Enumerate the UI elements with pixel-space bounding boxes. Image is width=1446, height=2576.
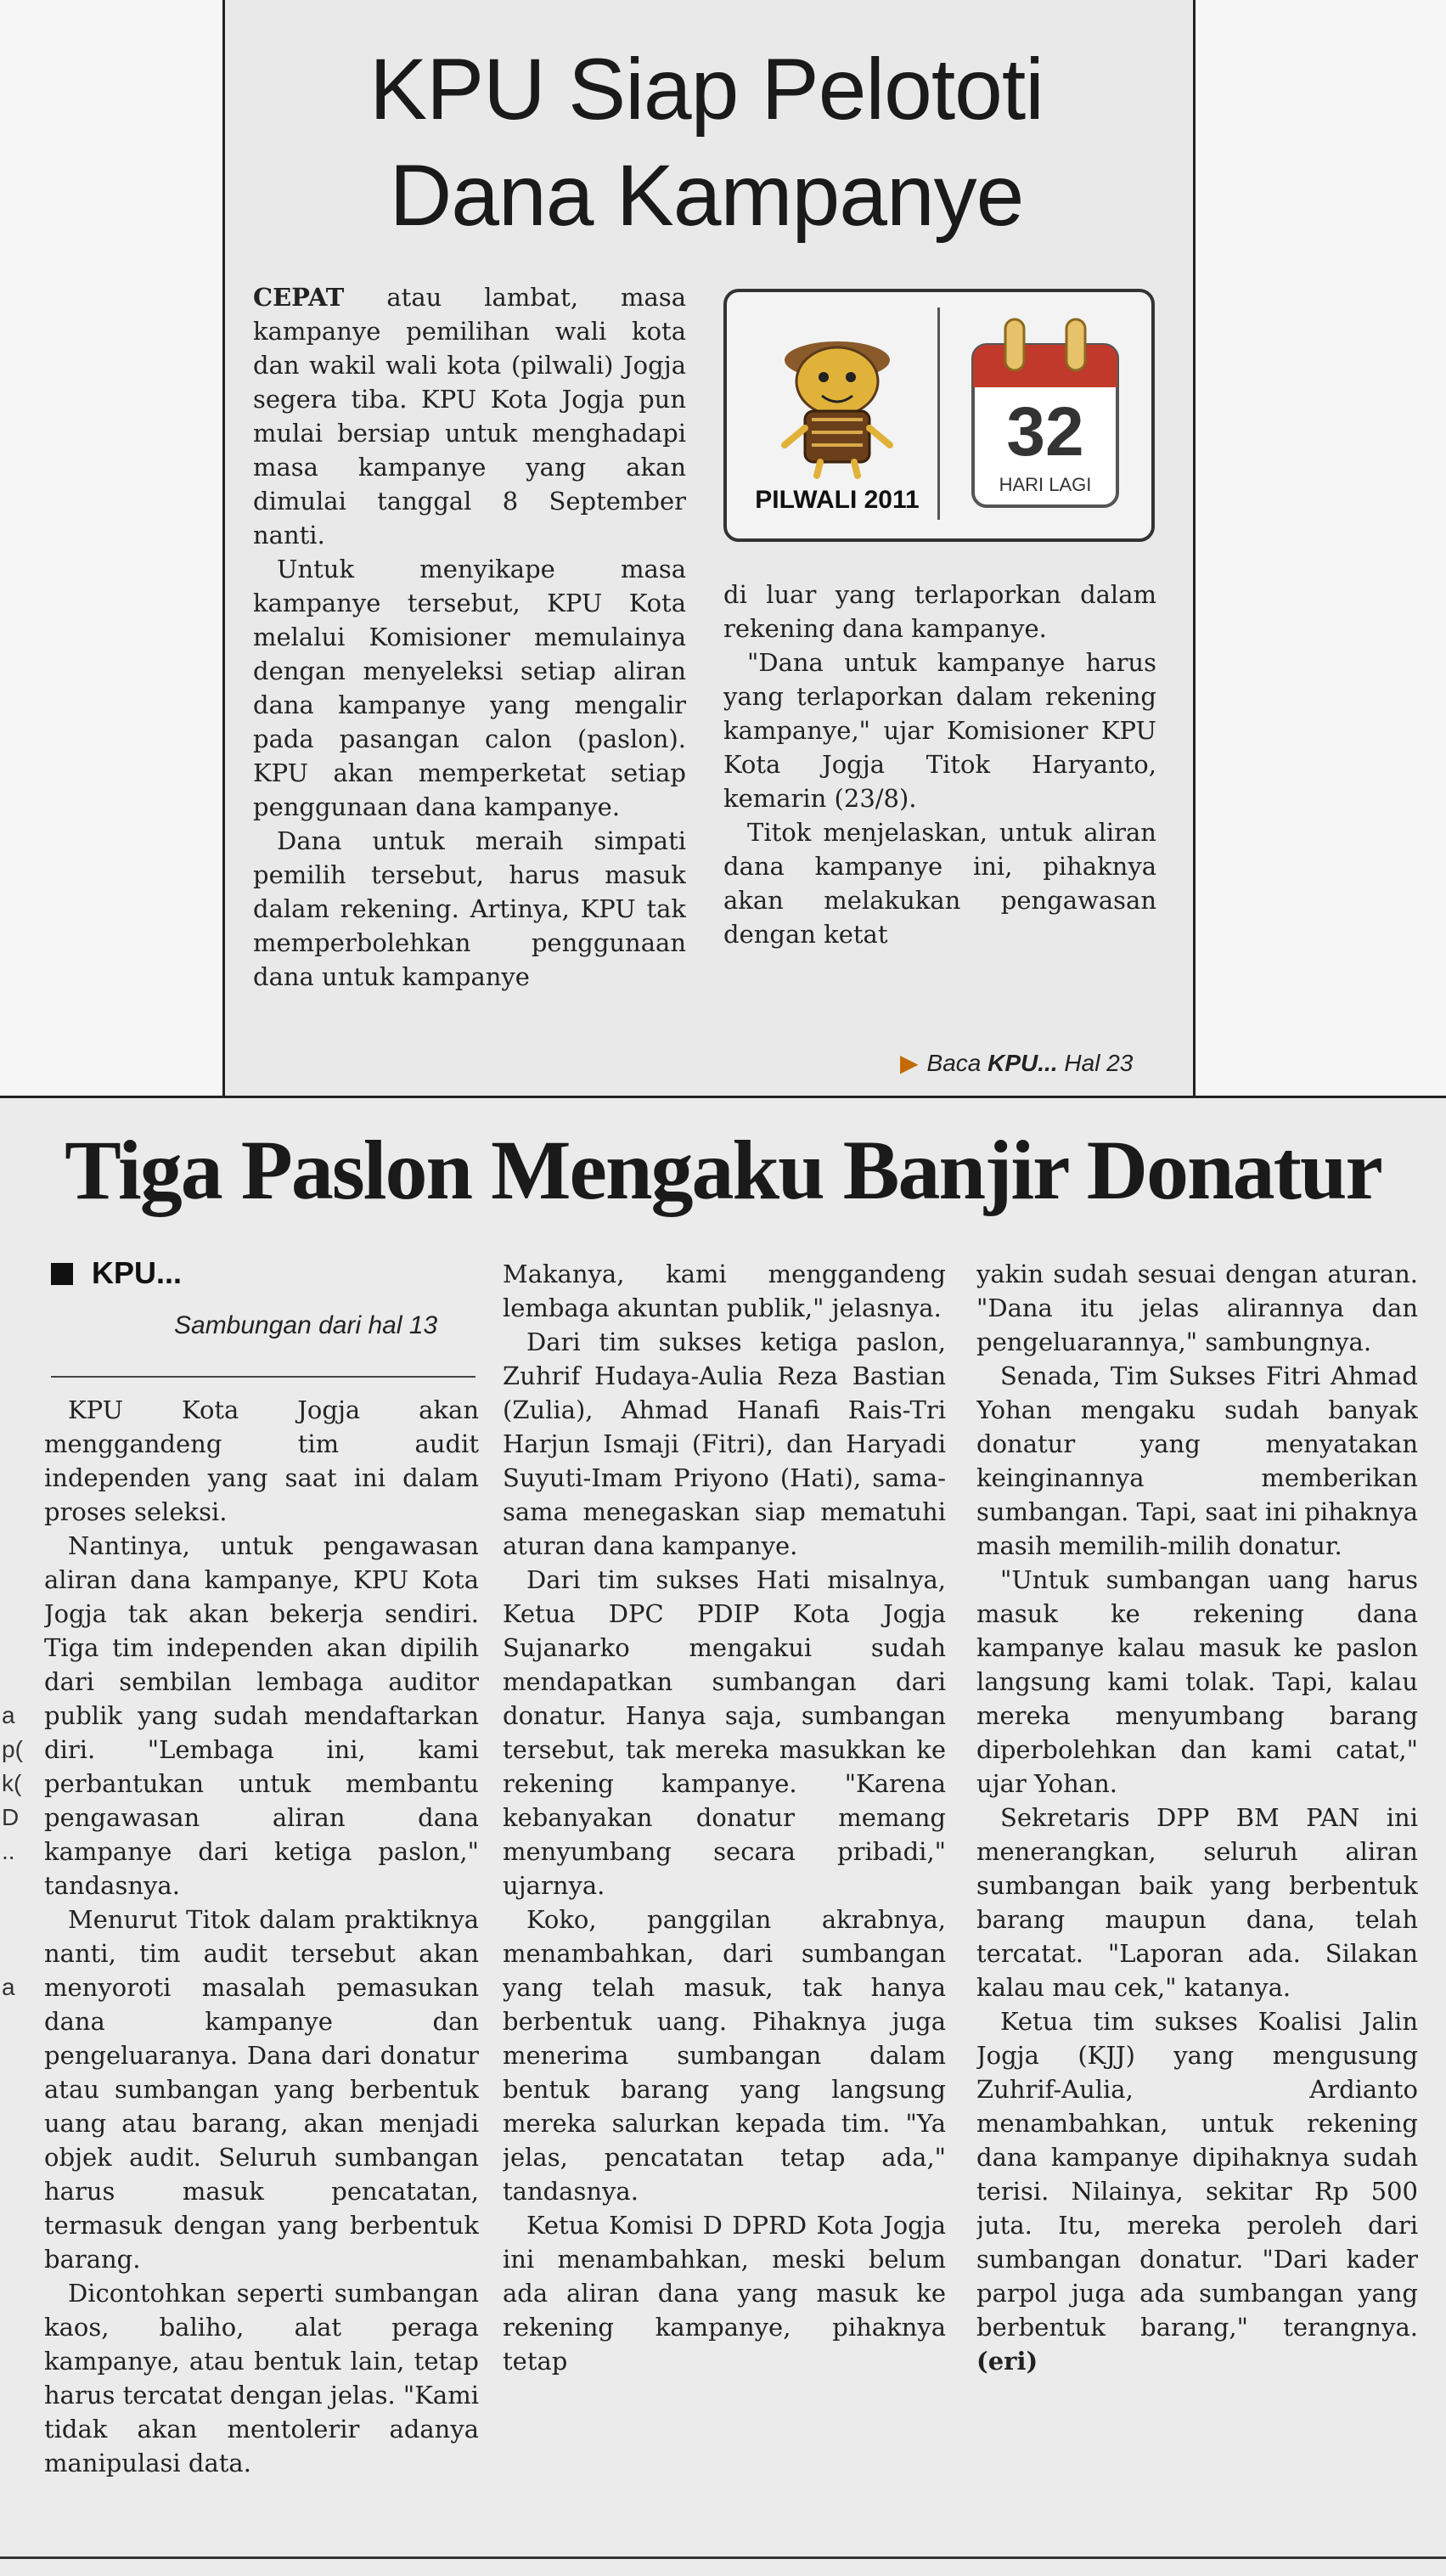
article2-paragraph: Sekretaris DPP BM PAN ini menerangkan, seluruh aliran sumbangan baik yang berbentuk barang maupun dana, telah tercatat. "Laporan ada. Silakan kalau mau cek," katanya. — [976, 1803, 1418, 2002]
pilwali-countdown-badge — [723, 289, 1155, 542]
headline-line-2: Dana Kampanye — [389, 147, 1024, 244]
square-bullet-icon — [51, 1263, 73, 1285]
countdown-number: 32 — [1006, 393, 1084, 471]
continued-reference — [900, 1049, 1133, 1077]
margin-fragment: p( — [2, 1736, 23, 1762]
baca-page: Hal 23 — [1057, 1050, 1134, 1076]
countdown-label: HARI LAGI — [999, 474, 1092, 495]
article1-paragraph: Dana untuk meraih simpati pemilih tersebut, harus masuk dalam rekening. Artinya, KPU tak memperbolehkan penggunaan dana untuk kampanye — [253, 826, 686, 991]
byline: (eri) — [976, 2347, 1038, 2376]
paragraph-text: atau lambat, masa kampanye pemilihan wali kota dan wakil wali kota (pilwali) Jogja segera tiba. KPU Kota Jogja pun mulai bersiap untuk menghadapi masa kampanye yang akan dimulai tanggal 8 September nanti. — [253, 283, 686, 550]
headline-line-1: KPU Siap Pelototi — [369, 41, 1044, 138]
article2-column-1 — [44, 1393, 479, 2556]
margin-fragment: k( — [2, 1770, 22, 1796]
article1-paragraph: di luar yang terlaporkan dalam rekening dana kampanye. — [723, 580, 1156, 643]
article1-paragraph: "Dana untuk kampanye harus yang terlaporkan dalam rekening kampanye," ujar Komisioner KPU Kota Jogja Titok Haryanto, kemarin (23/8). — [723, 648, 1156, 813]
lead-word: CEPAT — [253, 283, 345, 312]
kicker — [51, 1255, 182, 1291]
article1-paragraph — [253, 280, 686, 552]
article2-paragraph: Nantinya, untuk pengawasan aliran dana kampanye, KPU Kota Jogja tak akan bekerja sendiri. Tiga tim independen akan dipilih dari sembilan lembaga auditor publik yang sudah mendaftarkan diri. "Lembaga ini, kami perbantukan untuk membantu pengawasan aliran dana kampanye dari ketiga paslon," tandasnya. — [44, 1531, 479, 1900]
margin-fragment: .. — [2, 1838, 15, 1864]
article1-paragraph: Untuk menyikape masa kampanye tersebut, KPU Kota melalui Komisioner memulainya dengan menyeleksi setiap aliran dana kampanye yang mengalir pada pasangan calon (paslon). KPU akan memperketat setiap penggunaan dana kampanye. — [253, 555, 686, 821]
article2-paragraph: yakin sudah sesuai dengan aturan. "Dana itu jelas alirannya dan pengeluarannya," sambungnya. — [976, 1260, 1418, 1356]
kicker-text: KPU... — [92, 1255, 183, 1290]
badge-divider — [937, 307, 940, 520]
article2-paragraph: Senada, Tim Sukses Fitri Ahmad Yohan mengaku sudah banyak donatur yang menyatakan keinginannya memberikan sumbangan. Tapi, saat ini pihaknya masih memilih-milih donatur. — [976, 1361, 1418, 1560]
article2-paragraph: Makanya, kami menggandeng lembaga akuntan publik," jelasnya. — [503, 1260, 946, 1322]
continued-from: Sambungan dari hal 13 — [174, 1311, 438, 1339]
divider — [51, 1376, 475, 1378]
article2-paragraph: KPU Kota Jogja akan menggandeng tim audit independen yang saat ini dalam proses seleksi. — [44, 1395, 479, 1526]
baca-prefix: Baca — [926, 1050, 988, 1076]
margin-fragment: a — [2, 1702, 15, 1728]
article2-column-3 — [976, 1257, 1418, 2556]
article2-paragraph: Koko, panggilan akrabnya, menambahkan, dari sumbangan yang telah masuk, tak hanya berbentuk uang. Pihaknya juga menerima sumbangan dalam bentuk barang yang langsung mereka salurkan kepada tim. "Ya jelas, pencatatan tetap ada," tandasnya. — [503, 1905, 946, 2206]
triangle-arrow-icon: ▶ — [900, 1050, 919, 1076]
article2-column-2 — [503, 1257, 946, 2556]
margin-fragment: D — [2, 1804, 20, 1830]
article2-paragraph: Ketua Komisi D DPRD Kota Jogja ini menambahkan, meski belum ada aliran dana yang masuk ke rekening kampanye, pihaknya tetap — [503, 2211, 946, 2376]
article1-column-1 — [253, 280, 686, 1079]
article2-paragraph: Dari tim sukses ketiga paslon, Zuhrif Hudaya-Aulia Reza Bastian (Zulia), Ahmad Hanafi Rais-Tri Harjun Ismaji (Fitri), dan Haryadi Suyuti-Imam Priyono (Hati), sama-sama menegaskan siap mematuhi aturan dana kampanye. — [503, 1327, 946, 1560]
margin-fragment: a — [2, 1974, 15, 2000]
baca-kpu: KPU... — [987, 1050, 1058, 1076]
clipping-edge — [0, 2556, 1446, 2559]
article2-paragraph — [976, 2004, 1418, 2378]
paragraph-text: Ketua tim sukses Koalisi Jalin Jogja (KJJ) yang mengusung Zuhrif-Aulia, Ardianto menambahkan, untuk rekening dana kampanye dipihaknya sudah terisi. Nilainya, sekitar Rp 500 juta. Itu, mereka peroleh dari sumbangan donatur. "Dari kader parpol juga ada sumbangan yang berbentuk barang," terangnya. — [976, 2007, 1418, 2342]
calendar-icon — [965, 311, 1126, 523]
article2-paragraph: "Untuk sumbangan uang harus masuk ke rekening dana kampanye kalau masuk ke paslon langsung kami tolak. Tapi, kalau mereka menyumbang barang diperbolehkan dan kami catat," ujar Yohan. — [976, 1565, 1418, 1798]
article1-paragraph: Titok menjelaskan, untuk aliran dana kampanye ini, pihaknya akan melakukan pengawasan dengan ketat — [723, 818, 1156, 949]
article2-paragraph: Dari tim sukses Hati misalnya, Ketua DPC PDIP Kota Jogja Sujanarko mengakui sudah mendapatkan sumbangan dari donatur. Hanya saja, sumbangan tersebut, tak mereka masukkan ke rekening kampanye. "Karena kebanyakan donatur memang menyumbang secara pribadi," ujarnya. — [503, 1565, 946, 1900]
article2-paragraph: Menurut Titok dalam praktiknya nanti, tim audit tersebut akan menyoroti masalah pemasukan dana kampanye dan pengeluaranya. Dana dari donatur atau sumbangan yang berbentuk uang atau barang, akan menjadi objek audit. Seluruh sumbangan harus masuk pencatatan, termasuk dengan yang berbentuk barang. — [44, 1905, 479, 2274]
pilwali-label: PILWALI 2011 — [755, 486, 920, 514]
margin-fragments — [2, 1699, 23, 2004]
article2-paragraph: Dicontohkan seperti sumbangan kaos, baliho, alat peraga kampanye, atau bentuk lain, tetap harus tercatat dengan jelas. "Kami tidak akan mentolerir adanya manipulasi data. — [44, 2279, 479, 2477]
article2-headline: Tiga Paslon Mengaku Banjir Donatur — [65, 1123, 1381, 1217]
article1-column-2 — [723, 578, 1156, 977]
pilwali-mascot-icon — [752, 309, 922, 479]
